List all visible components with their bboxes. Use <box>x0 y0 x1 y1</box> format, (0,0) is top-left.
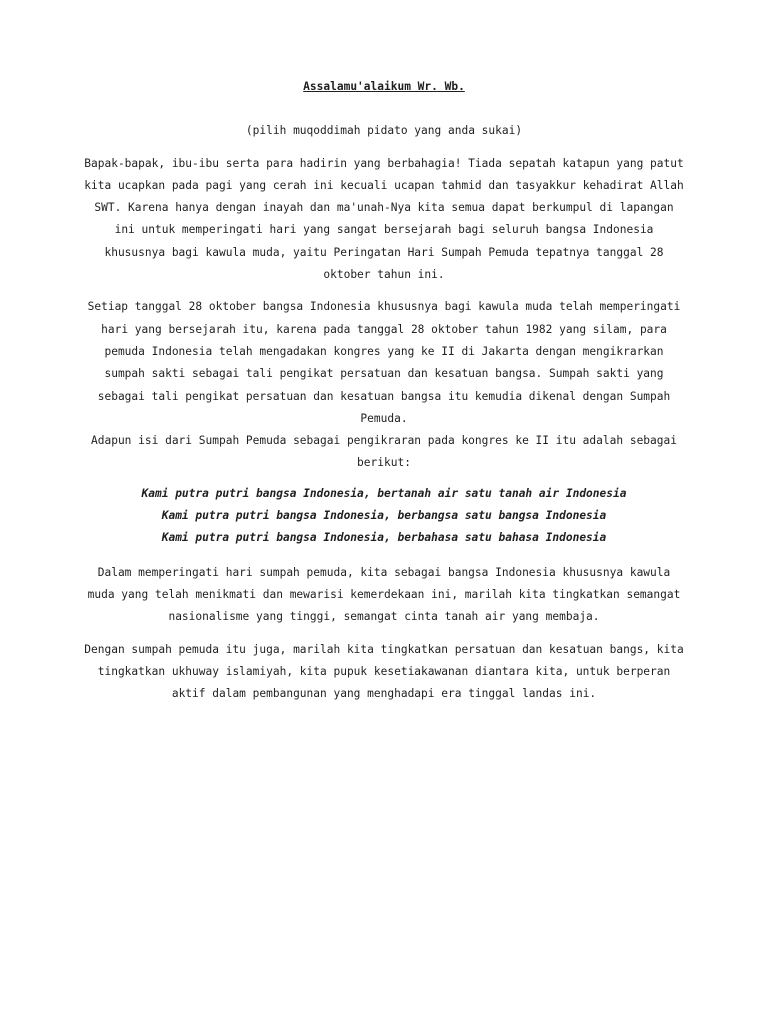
instruction-subtitle: (pilih muqoddimah pidato yang anda sukai) <box>245 124 523 138</box>
oath-line: Kami putra putri bangsa Indonesia, berbahasa satu bahasa Indonesia <box>161 531 607 545</box>
oath-intro-paragraph: Adapun isi dari Sumpah Pemuda sebagai pengikraran pada kongres ke II itu adalah sebagai berikut: <box>91 434 677 470</box>
opening-paragraph: Bapak-bapak, ibu-ibu serta para hadirin yang berbahagia! Tiada sepatah katapun yang patut kita ucapkan pada pagi yang cerah ini kecuali ucapan tahmid dan tasyakkur kehadirat Allah SWT. Karena hanya dengan inayah dan ma'unah-Nya kita semua dapat berkumpul di lapangan ini untuk memperingati hari yang sangat bersejarah bagi seluruh bangsa Indonesia khususnya bagi kawula muda, yaitu Peringatan Hari Sumpah Pemuda tepatnya tanggal 28 oktober tahun ini. <box>84 156 684 282</box>
greeting-title: Assalamu'alaikum Wr. Wb. <box>303 80 465 93</box>
oath-list <box>84 483 684 550</box>
commemoration-paragraph: Dalam memperingati hari sumpah pemuda, kita sebagai bangsa Indonesia khususnya kawula muda yang telah menikmati dan mewarisi kemerdekaan ini, marilah kita tingkatkan semangat nasionalisme yang tinggi, semangat cinta tanah air yang membaja. <box>87 565 681 624</box>
oath-line: Kami putra putri bangsa Indonesia, berbangsa satu bangsa Indonesia <box>161 509 607 523</box>
history-paragraph: Setiap tanggal 28 oktober bangsa Indonesia khususnya bagi kawula muda telah memperingati hari yang bersejarah itu, karena pada tanggal 28 oktober tahun 1982 yang silam, para pemuda Indonesia telah mengadakan kongres yang ke II di Jakarta dengan mengikrarkan sumpah sakti sebagai tali pengikat persatuan dan kesatuan bangsa. Sumpah sakti yang sebagai tali pengikat persatuan dan kesatuan bangsa itu kemudia dikenal dengan Sumpah Pemuda. <box>87 300 681 425</box>
closing-paragraph: Dengan sumpah pemuda itu juga, marilah kita tingkatkan persatuan dan kesatuan bangs, kita tingkatkan ukhuway islamiyah, kita pupuk kesetiakawanan diantara kita, untuk berperan aktif dalam pembangunan yang menghadapi era tinggal landas ini. <box>84 642 684 701</box>
oath-line: Kami putra putri bangsa Indonesia, bertanah air satu tanah air Indonesia <box>141 486 627 500</box>
document-page <box>84 76 684 705</box>
